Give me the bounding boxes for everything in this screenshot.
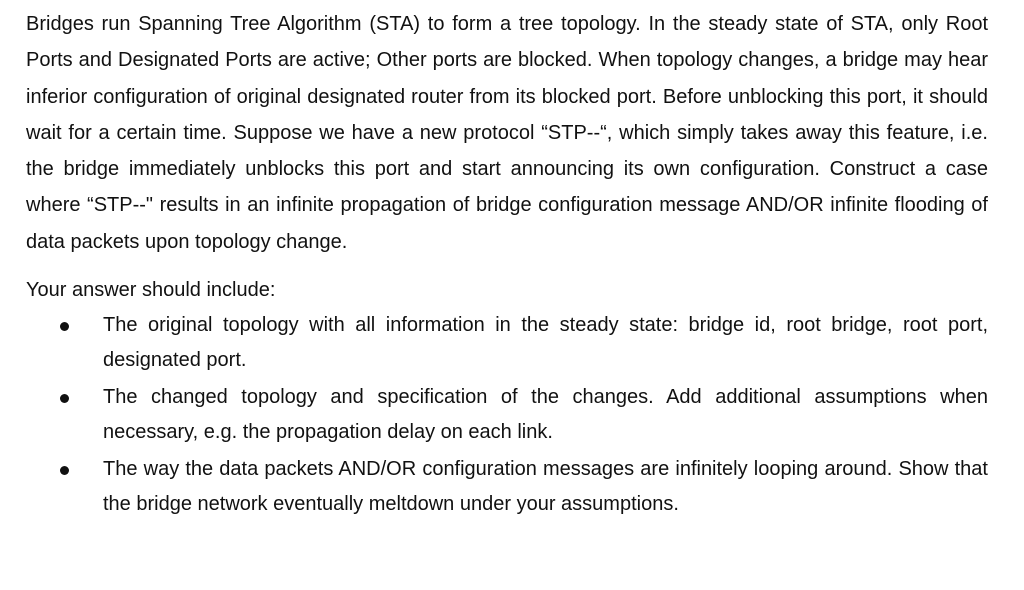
- bullet-icon: [60, 322, 69, 331]
- requirements-list: [26, 308, 988, 522]
- answer-intro: Your answer should include:: [26, 279, 276, 302]
- list-item: [26, 380, 988, 450]
- list-item: [26, 452, 988, 522]
- list-item-text: The changed topology and specification of the changes. Add additional assumptions when necessary, e.g. the propagation delay on each link.: [103, 386, 988, 444]
- list-item: [26, 308, 988, 378]
- bullet-icon: [60, 466, 69, 475]
- list-item-text: The original topology with all information in the steady state: bridge id, root bridge, root port, designated port.: [103, 314, 988, 372]
- bullet-icon: [60, 394, 69, 403]
- problem-paragraph: Bridges run Spanning Tree Algorithm (STA) to form a tree topology. In the steady state of STA, only Root Ports and Designated Ports are active; Other ports are blocked. When topology changes, a bridge may hear inferior configuration of original designated router from its blocked port. Before unblocking this port, it should wait for a certain time. Suppose we have a new protocol “STP--“, which simply takes away this feature, i.e. the bridge immediately unblocks this port and start announcing its own configuration. Construct a case where “STP--" results in an infinite propagation of bridge configuration message AND/OR infinite flooding of data packets upon topology change.: [26, 13, 988, 253]
- document-body: [26, 6, 988, 524]
- list-item-text: The way the data packets AND/OR configuration messages are infinitely looping around. Show that the bridge network eventually meltdown under your assumptions.: [103, 458, 988, 516]
